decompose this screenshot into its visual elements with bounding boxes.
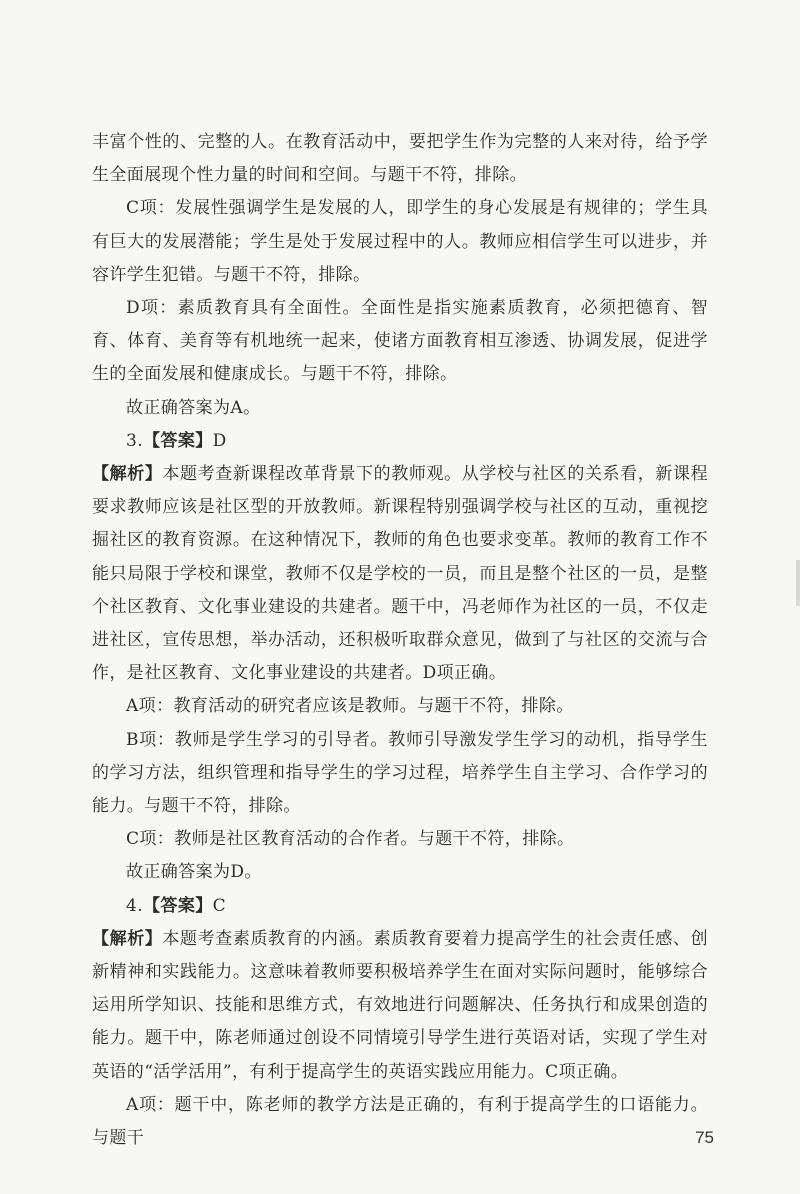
q4-analysis [92, 923, 708, 1089]
q3-answer-line [92, 425, 708, 458]
page-number: 75 [695, 1128, 714, 1147]
page-content [92, 126, 708, 1155]
q3-option-c: C项：教师是社区教育活动的合作者。与题干不符，排除。 [126, 829, 575, 850]
q3-answer-tag: 【答案】 [143, 430, 213, 451]
q4-analysis-text: 本题考查素质教育的内涵。素质教育要着力提高学生的社会责任感、创新精神和实践能力。这意味着教师要积极培养学生在面对实际问题时，能够综合运用所学知识、技能和思维方式，有效地进行问题解决、任务执行和成果创造的能力。题干中，陈老师通过创设不同情境引导学生进行英语对话，实现了学生对英语的“活学活用”，有利于提高学生的英语实践应用能力。C项正确。 [92, 928, 708, 1082]
paragraph-option-d: D项：素质教育具有全面性。全面性是指实施素质教育，必须把德育、智育、体育、美育等有机地统一起来，使诸方面教育相互渗透、协调发展，促进学生的全面发展和健康成长。与题干不符，排除。 [92, 298, 708, 385]
q3-answer: D [212, 430, 227, 451]
q4-answer-line [92, 890, 708, 923]
q3-analysis [92, 458, 708, 690]
paragraph-option-c: C项：发展性强调学生是发展的人，即学生的身心发展是有规律的；学生具有巨大的发展潜能；学生是处于发展过程中的人。教师应相信学生可以进步，并容许学生犯错。与题干不符，排除。 [92, 198, 708, 285]
q4-answer: C [212, 895, 227, 916]
q4-analysis-tag: 【解析】 [92, 928, 163, 949]
q3-analysis-text: 本题考查新课程改革背景下的教师观。从学校与社区的关系看，新课程要求教师应该是社区型的开放教师。新课程特别强调学校与社区的互动，重视挖掘社区的教育资源。在这种情况下，教师的角色也要求变革。教师的教育工作不能只局限于学校和课堂，教师不仅是学校的一员，而且是整个社区的一员，是整个社区教育、文化事业建设的共建者。题干中，冯老师作为社区的一员，不仅走进社区，宣传思想，举办活动，还积极听取群众意见，做到了与社区的交流与合作，是社区教育、文化事业建设的共建者。D项正确。 [92, 464, 708, 684]
q4-number: 4. [126, 895, 144, 916]
q3-analysis-tag: 【解析】 [92, 464, 163, 485]
q3-option-b: B项：教师是学生学习的引导者。教师引导激发学生学习的动机，指导学生的学习方法，组织管理和指导学生的学习过程，培养学生自主学习、合作学习的能力。与题干不符，排除。 [92, 729, 708, 817]
q3-correct-answer: 故正确答案为D。 [126, 862, 262, 883]
q3-number: 3. [126, 430, 144, 451]
q4-answer-tag: 【答案】 [143, 895, 213, 916]
paragraph-continuation: 丰富个性的、完整的人。在教育活动中，要把学生作为完整的人来对待，给予学生全面展现个性力量的时间和空间。与题干不符，排除。 [92, 132, 708, 186]
page-edge-mark [796, 560, 800, 606]
paragraph-answer-2: 故正确答案为A。 [126, 397, 261, 418]
q3-option-a: A项：教育活动的研究者应该是教师。与题干不符，排除。 [126, 696, 574, 717]
q4-option-a: A项：题干中，陈老师的教学方法是正确的，有利于提高学生的口语能力。与题干 [92, 1094, 708, 1149]
